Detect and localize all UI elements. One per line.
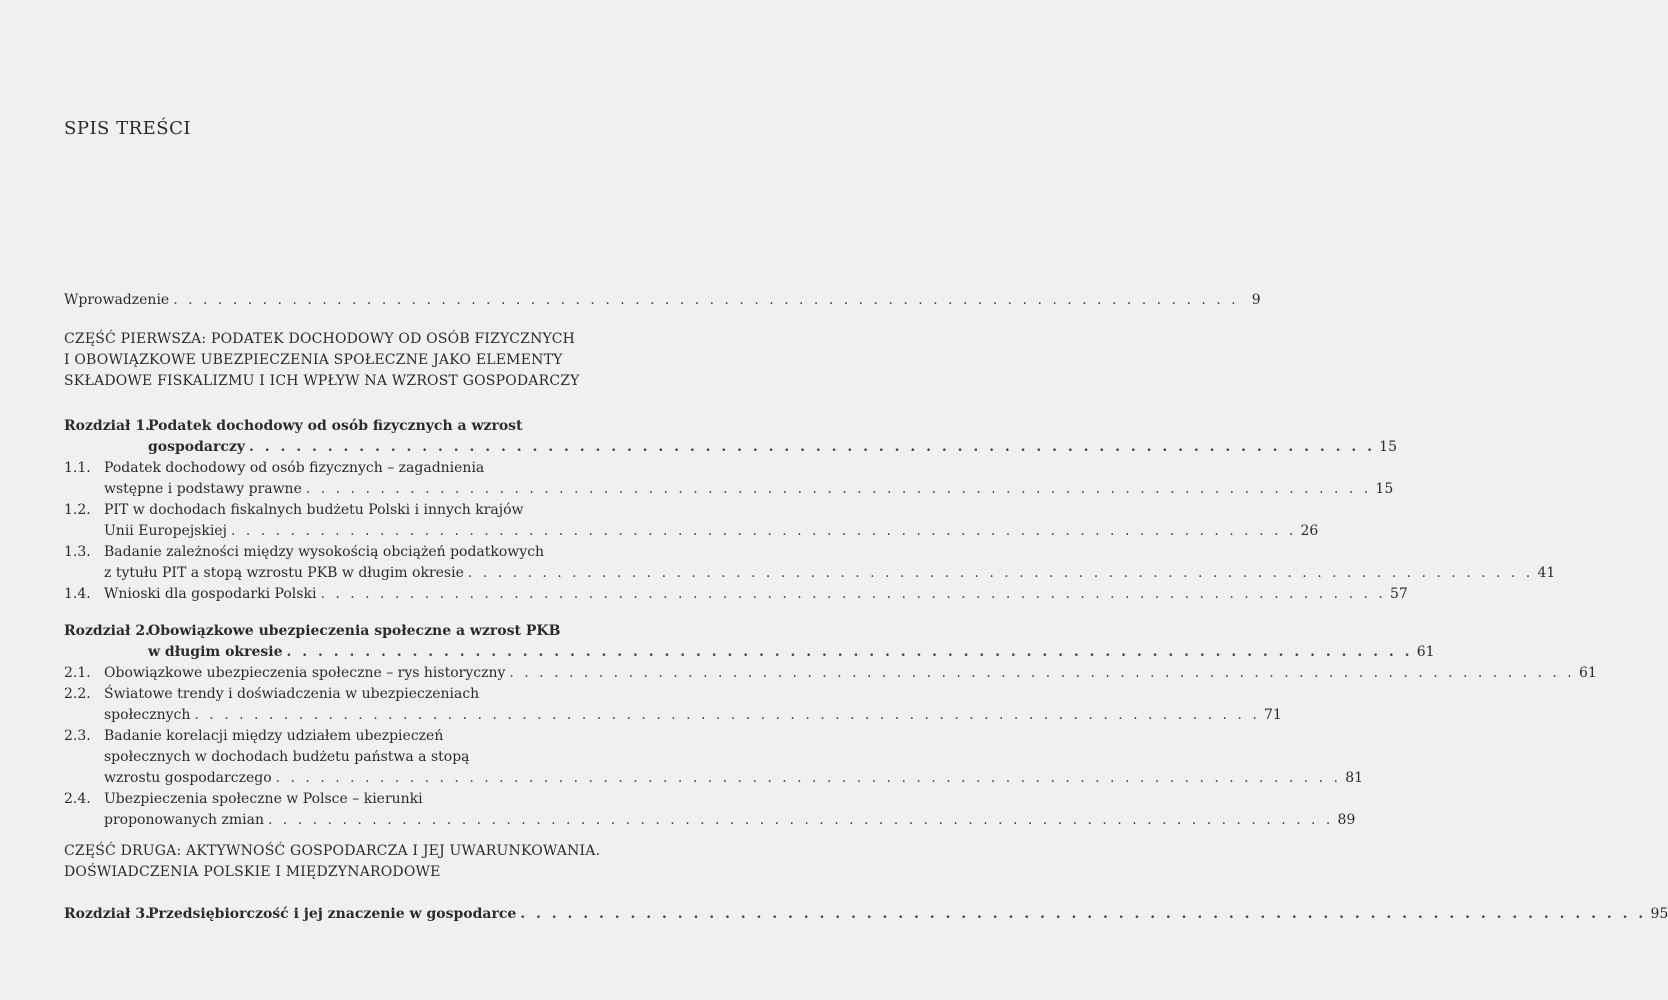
page-number: 89 <box>1337 812 1356 828</box>
part-heading-line: SKŁADOWE FISKALIZMU I ICH WPŁYW NA WZROST GOSPODARCZY <box>64 373 580 389</box>
part-two-heading <box>64 841 601 883</box>
toc-entry-section-2-2[interactable] <box>64 684 1282 726</box>
toc-entry-chapter-1[interactable] <box>64 416 1397 458</box>
page-number: 15 <box>1379 439 1397 455</box>
page-number: 81 <box>1345 770 1364 786</box>
section-title: Wnioski dla gospodarki Polski <box>104 586 317 602</box>
toc-entry-section-1-2[interactable] <box>64 500 1319 542</box>
section-number: 1.1. <box>64 460 91 476</box>
toc-chapter-2 <box>64 621 1597 831</box>
page-number: 61 <box>1416 644 1435 660</box>
part-heading-line: I OBOWIĄZKOWE UBEZPIECZENIA SPOŁECZNE JAKO ELEMENTY <box>64 352 563 368</box>
page-number: 95 <box>1650 906 1668 922</box>
leader-dots <box>268 810 1333 831</box>
chapter-title: w długim okresie <box>148 644 283 660</box>
section-title: społecznych w dochodach budżetu państwa a stopą <box>104 749 470 765</box>
chapter-label: Rozdział 1. <box>64 418 150 434</box>
page-number: 71 <box>1263 707 1282 723</box>
section-title: Ubezpieczenia społeczne w Polsce – kierunki <box>104 791 423 807</box>
page-number: 61 <box>1578 665 1597 681</box>
chapter-label: Rozdział 3. <box>64 906 150 922</box>
section-number: 2.2. <box>64 686 91 702</box>
leader-dots <box>509 663 1574 684</box>
section-number: 2.1. <box>64 665 91 681</box>
section-number: 1.3. <box>64 544 91 560</box>
toc-entry-section-2-4[interactable] <box>64 789 1356 831</box>
section-number: 1.2. <box>64 502 91 518</box>
page-number: 15 <box>1375 481 1394 497</box>
toc-entry-chapter-3[interactable] <box>64 904 1668 925</box>
leader-dots <box>231 521 1296 542</box>
section-title: wzrostu gospodarczego <box>104 770 272 786</box>
page-title: SPIS TREŚCI <box>64 118 192 139</box>
part-one-heading <box>64 329 584 392</box>
section-number: 1.4. <box>64 586 91 602</box>
toc-entry-introduction[interactable] <box>64 292 1261 308</box>
toc-entry-section-2-3[interactable] <box>64 726 1364 789</box>
chapter-title: Obowiązkowe ubezpieczenia społeczne a wzrost PKB <box>148 623 561 639</box>
section-title: Badanie zależności między wysokością obciążeń podatkowych <box>104 544 545 560</box>
toc-entry-section-1-4[interactable] <box>64 584 1408 605</box>
leader-dots <box>468 563 1533 584</box>
leader-dots <box>520 904 1646 925</box>
section-title: wstępne i podstawy prawne <box>104 481 302 497</box>
toc-entry-section-2-1[interactable] <box>64 663 1597 684</box>
leader-dots <box>320 584 1385 605</box>
chapter-title: Przedsiębiorczość i jej znaczenie w gospodarce <box>148 906 517 922</box>
leader-dots <box>173 292 1238 308</box>
toc-entry-label: Wprowadzenie <box>64 292 170 308</box>
section-title: Światowe trendy i doświadczenia w ubezpieczeniach <box>104 686 480 702</box>
page-number: 26 <box>1300 523 1319 539</box>
toc-entry-section-1-1[interactable] <box>64 458 1394 500</box>
section-title: Unii Europejskiej <box>104 523 227 539</box>
section-title: z tytułu PIT a stopą wzrostu PKB w długim okresie <box>104 565 464 581</box>
part-heading-line: CZĘŚĆ PIERWSZA: PODATEK DOCHODOWY OD OSÓB FIZYCZNYCH <box>64 331 576 347</box>
section-title: proponowanych zmian <box>104 812 264 828</box>
section-number: 2.3. <box>64 728 91 744</box>
part-heading-line: CZĘŚĆ DRUGA: AKTYWNOŚĆ GOSPODARCZA I JEJ UWARUNKOWANIA. <box>64 843 601 859</box>
leader-dots <box>249 437 1375 458</box>
chapter-label: Rozdział 2. <box>64 623 150 639</box>
toc-entry-chapter-2[interactable] <box>64 621 1435 663</box>
toc-entry-section-1-3[interactable] <box>64 542 1556 584</box>
leader-dots <box>276 768 1341 789</box>
section-title: PIT w dochodach fiskalnych budżetu Polski i innych krajów <box>104 502 524 518</box>
section-title: Podatek dochodowy od osób fizycznych – zagadnienia <box>104 460 485 476</box>
chapter-title: Podatek dochodowy od osób fizycznych a wzrost <box>148 418 523 434</box>
leader-dots <box>287 642 1413 663</box>
leader-dots <box>194 705 1259 726</box>
section-title: społecznych <box>104 707 191 723</box>
toc-chapter-1 <box>64 416 1556 605</box>
toc-chapter-3 <box>64 904 1668 925</box>
page-number: 9 <box>1251 292 1261 308</box>
section-number: 2.4. <box>64 791 91 807</box>
section-title: Obowiązkowe ubezpieczenia społeczne – rys historyczny <box>104 665 506 681</box>
section-title: Badanie korelacji między udziałem ubezpieczeń <box>104 728 444 744</box>
chapter-title: gospodarczy <box>148 439 245 455</box>
leader-dots <box>306 479 1371 500</box>
part-heading-line: DOŚWIADCZENIA POLSKIE I MIĘDZYNARODOWE <box>64 864 441 880</box>
page-number: 41 <box>1537 565 1556 581</box>
page-number: 57 <box>1390 586 1408 602</box>
